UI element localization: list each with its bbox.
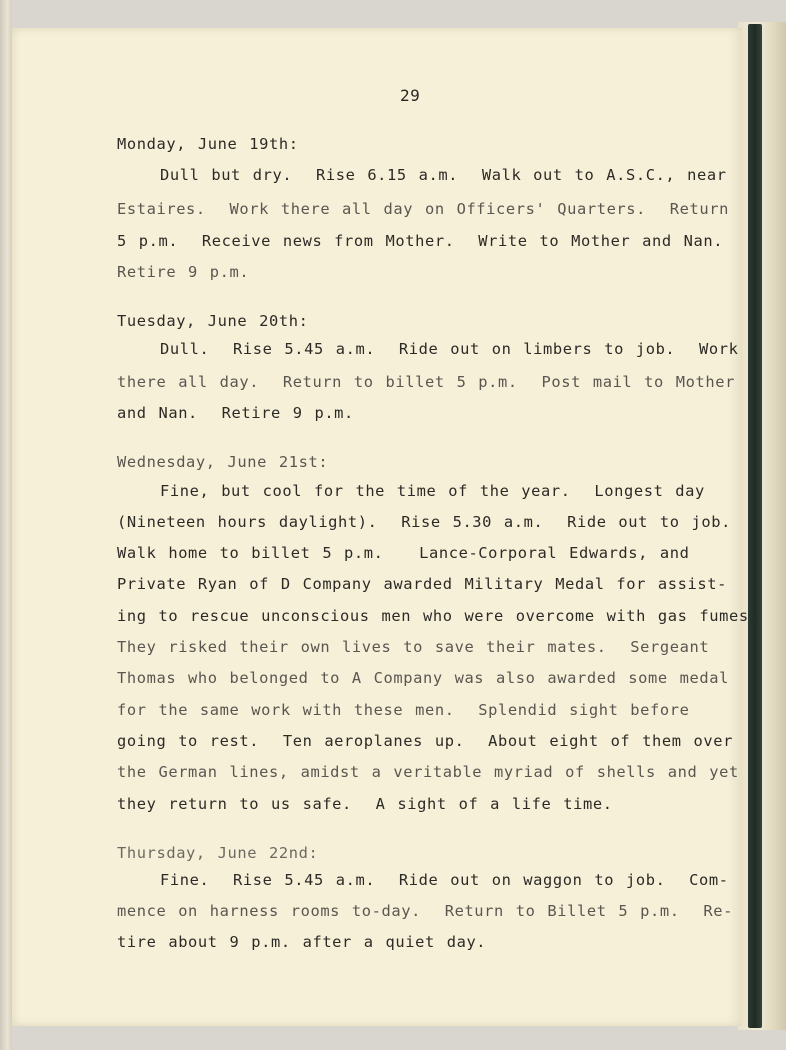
entry-line: Dull. Rise 5.45 a.m. Ride out on limbers to job. Work <box>160 340 739 358</box>
entry-line: 5 p.m. Receive news from Mother. Write to Mother and Nan. <box>117 232 724 250</box>
entry-line: for the same work with these men. Splendid sight before <box>117 701 690 719</box>
entry-line: Thomas who belonged to A Company was also awarded some medal <box>117 669 729 687</box>
book-spine-left <box>0 0 12 1050</box>
entry-line: mence on harness rooms to-day. Return to Billet 5 p.m. Re- <box>117 902 733 920</box>
entry-line: and Nan. Retire 9 p.m. <box>117 404 354 422</box>
entry-line: Fine. Rise 5.45 a.m. Ride out on waggon to job. Com- <box>160 871 729 889</box>
entry-line: Retire 9 p.m. <box>117 263 250 281</box>
entry-line: Estaires. Work there all day on Officers' Quarters. Return <box>117 200 729 218</box>
entry-heading: Thursday, June 22nd: <box>117 844 319 862</box>
entry-line: going to rest. Ten aeroplanes up. About eight of them over <box>117 732 733 750</box>
entry-line: Fine, but cool for the time of the year. Longest day <box>160 482 705 500</box>
entry-line: Private Ryan of D Company awarded Military Medal for assist- <box>117 575 727 593</box>
entry-line: ing to rescue unconscious men who were overcome with gas fumes. <box>117 607 759 625</box>
entry-line: Walk home to billet 5 p.m. Lance-Corporal Edwards, and <box>117 544 690 562</box>
book-cover-right <box>748 24 762 1028</box>
entry-line: tire about 9 p.m. after a quiet day. <box>117 933 487 951</box>
entry-heading: Wednesday, June 21st: <box>117 453 329 471</box>
entry-line: They risked their own lives to save their mates. Sergeant <box>117 638 710 656</box>
page-number: 29 <box>400 86 421 105</box>
entry-line: (Nineteen hours daylight). Rise 5.30 a.m. Ride out to job. <box>117 513 731 531</box>
entry-line: they return to us safe. A sight of a life time. <box>117 795 613 813</box>
entry-heading: Tuesday, June 20th: <box>117 312 309 330</box>
entry-line: there all day. Return to billet 5 p.m. Post mail to Mother <box>117 373 735 391</box>
entry-line: Dull but dry. Rise 6.15 a.m. Walk out to A.S.C., near <box>160 166 727 184</box>
entry-heading: Monday, June 19th: <box>117 135 299 153</box>
page-edges-right <box>738 22 786 1030</box>
entry-line: the German lines, amidst a veritable myriad of shells and yet <box>117 763 739 781</box>
